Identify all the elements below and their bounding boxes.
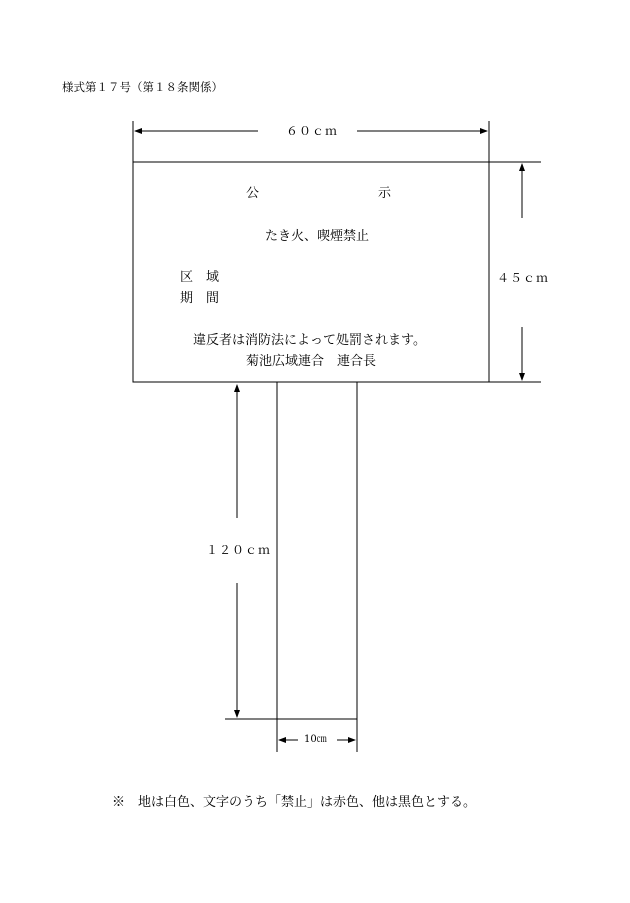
sign-title-right: 示 <box>378 186 392 201</box>
post-height-dimension-label: １２０ｃｍ <box>206 543 272 557</box>
color-note: ※ 地は白色、文字のうち「禁止」は赤色、他は黒色とする。 <box>112 795 477 810</box>
post-width-dimension-label: 10㎝ <box>304 734 327 745</box>
sign-issuer: 菊池広域連合 連合長 <box>246 354 377 369</box>
sign-warning: 違反者は消防法によって処罰されます。 <box>193 333 426 348</box>
width-dimension-label: ６０ｃｍ <box>286 124 339 138</box>
sign-period-label: 期 間 <box>180 291 220 306</box>
sign-area-label: 区 域 <box>180 270 220 285</box>
height-dimension-label: ４５ｃｍ <box>497 271 550 285</box>
form-header: 様式第１７号（第１８条関係） <box>62 80 223 94</box>
sign-subject: たき火、喫煙禁止 <box>265 229 370 244</box>
sign-title-left: 公 <box>246 186 260 201</box>
